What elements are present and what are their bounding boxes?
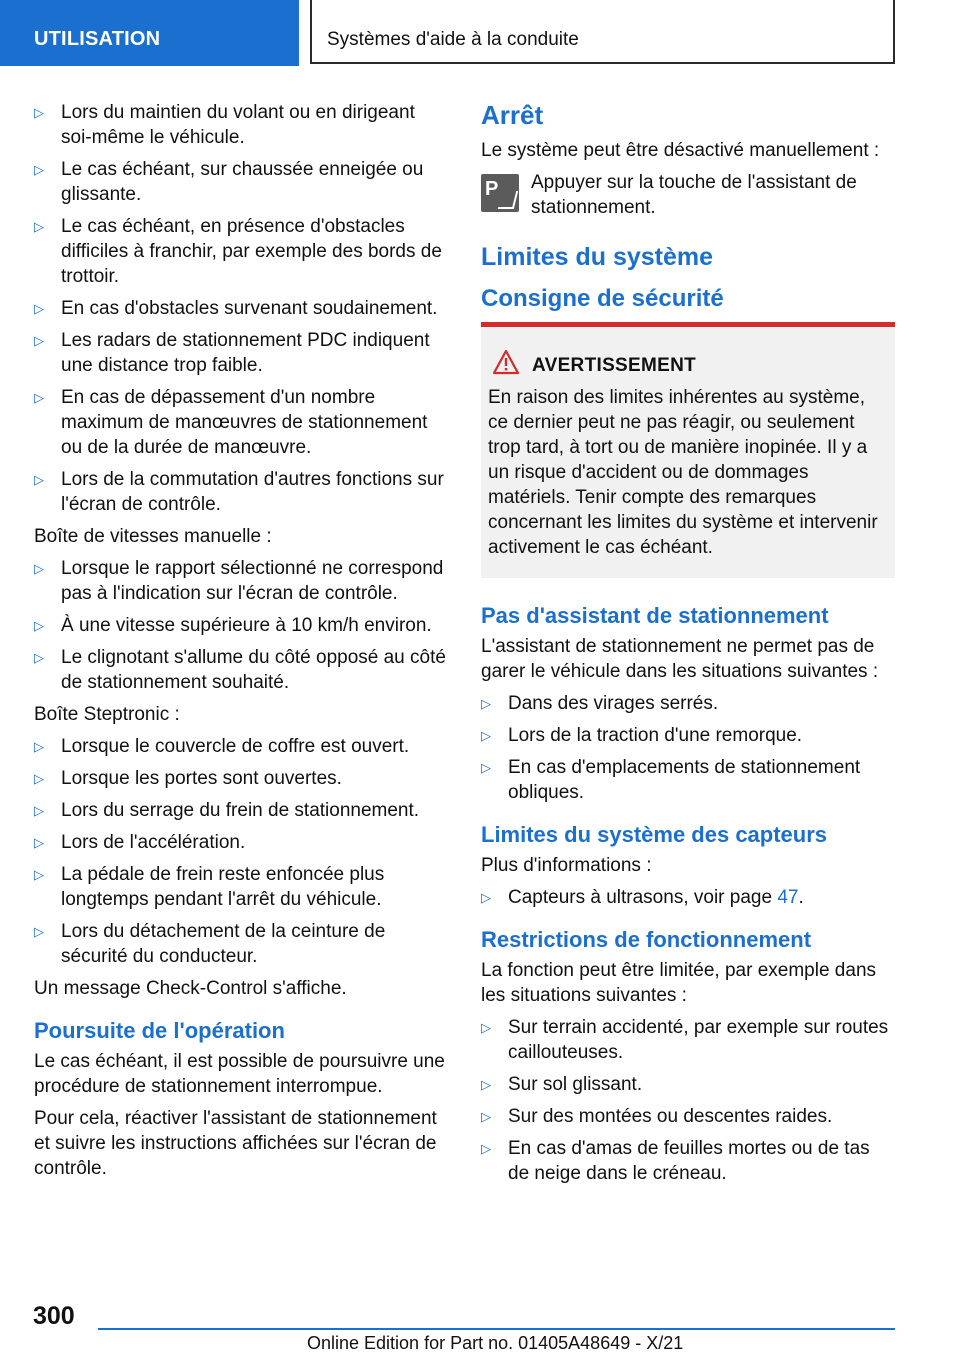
- limits-heading: Limites du système: [481, 243, 714, 271]
- bullet-triangle-icon: ▷: [481, 696, 491, 711]
- no-assist-list: [481, 691, 895, 805]
- bullet-triangle-icon: ▷: [34, 650, 44, 665]
- parking-assistant-button-icon: P: [481, 174, 519, 212]
- bullet-triangle-icon: ▷: [34, 472, 44, 487]
- bullet-triangle-icon: ▷: [481, 1109, 491, 1124]
- button-instruction: [481, 170, 895, 226]
- restrict-heading: Restrictions de fonctionnement: [481, 927, 812, 952]
- footer-divider: [98, 1328, 895, 1330]
- stop-heading: Arrêt: [481, 100, 544, 130]
- edition-text: Online Edition for Part no. 01405A48649 - X/21: [307, 1333, 684, 1353]
- warning-text: En raison des limites inhérentes au système, ce dernier peut ne pas réagir, ou seulement trop tard, à tort ou de manière inopinée. Il y a un risque d'accident ou de dommages matériels. Tenir compte des remarques concernant les limites du système et intervenir activement le cas échéant.: [488, 387, 878, 558]
- bullet-triangle-icon: ▷: [34, 867, 44, 882]
- button-instruction-text: Appuyer sur la touche de l'assistant de stationnement.: [531, 172, 857, 218]
- list-item: ▷ Dans des virages serrés.: [481, 693, 719, 714]
- stop-text: Le système peut être désactivé manuellement :: [481, 140, 880, 161]
- list-b: [34, 556, 450, 695]
- bullet-triangle-icon: ▷: [481, 760, 491, 775]
- no-assist-heading: Pas d'assistant de stationnement: [481, 603, 829, 628]
- bullet-triangle-icon: ▷: [481, 890, 491, 905]
- list-item: ▷ Lors de la traction d'une remorque.: [481, 725, 803, 746]
- list-item: ▷ La pédale de frein reste enfoncée plus longtemps pendant l'arrêt du véhicule.: [34, 864, 385, 910]
- list-item: ▷ En cas de dépassement d'un nombre maximum de manœuvres de stationnement ou de la durée de manœuvre.: [34, 387, 428, 458]
- warning-box: [481, 322, 895, 578]
- bullet-triangle-icon: ▷: [34, 924, 44, 939]
- bullet-triangle-icon: ▷: [481, 1077, 491, 1092]
- bullet-triangle-icon: ▷: [34, 618, 44, 633]
- list-item: ▷ En cas d'amas de feuilles mortes ou de tas de neige dans le créneau.: [481, 1138, 870, 1184]
- bullet-triangle-icon: ▷: [34, 301, 44, 316]
- list-item: ▷ Les radars de stationnement PDC indiquent une distance trop faible.: [34, 330, 430, 376]
- page-number: 300: [33, 1302, 75, 1330]
- list-item: ▷ En cas d'emplacements de stationnement obliques.: [481, 757, 861, 803]
- list-item: ▷ Lors du détachement de la ceinture de sécurité du conducteur.: [34, 921, 386, 967]
- page-link-47[interactable]: 47: [777, 887, 799, 908]
- steptronic-label: Boîte Steptronic :: [34, 704, 180, 725]
- section-title: UTILISATION: [34, 28, 161, 50]
- list-item: ▷ Lorsque les portes sont ouvertes.: [34, 768, 342, 789]
- bullet-triangle-icon: ▷: [34, 561, 44, 576]
- bullet-triangle-icon: ▷: [34, 739, 44, 754]
- continue-paragraph-1: Le cas échéant, il est possible de poursuivre une procédure de stationnement interrompue.: [34, 1051, 445, 1097]
- chapter-title: Systèmes d'aide à la conduite: [327, 29, 579, 50]
- restrict-text: La fonction peut être limitée, par exemple dans les situations suivantes :: [481, 960, 877, 1006]
- list-item: ▷ Lors de l'accélération.: [34, 832, 246, 853]
- bullet-triangle-icon: ▷: [34, 333, 44, 348]
- list-item: ▷ Sur terrain accidenté, par exemple sur routes caillouteuses.: [481, 1017, 889, 1063]
- bullet-triangle-icon: ▷: [481, 1141, 491, 1156]
- list-item: ▷ Lors du serrage du frein de stationnement.: [34, 800, 420, 821]
- list-item: ▷ Capteurs à ultrasons, voir page 47.: [481, 887, 804, 908]
- chapter-tab: [311, 0, 895, 64]
- sensor-text: Plus d'informations :: [481, 855, 652, 876]
- section-tab: [0, 0, 299, 66]
- continue-paragraph-2: Pour cela, réactiver l'assistant de stationnement et suivre les instructions affichées sur l'écran de contrôle.: [34, 1108, 437, 1179]
- bullet-triangle-icon: ▷: [34, 390, 44, 405]
- list-item: ▷ Lors de la commutation d'autres fonctions sur l'écran de contrôle.: [34, 469, 444, 515]
- no-assist-text: L'assistant de stationnement ne permet pas de garer le véhicule dans les situations suivantes :: [481, 636, 879, 682]
- list-item: ▷ Lorsque le rapport sélectionné ne correspond pas à l'indication sur l'écran de contrôle.: [34, 558, 444, 604]
- list-item: ▷ Lors du maintien du volant ou en dirigeant soi-même le véhicule.: [34, 102, 415, 148]
- manual-gearbox-label: Boîte de vitesses manuelle :: [34, 526, 272, 547]
- bullet-triangle-icon: ▷: [481, 728, 491, 743]
- right-column: [481, 100, 895, 1193]
- left-column: [34, 100, 450, 1188]
- bullet-triangle-icon: ▷: [34, 771, 44, 786]
- bullet-triangle-icon: ▷: [481, 1020, 491, 1035]
- warning-triangle-icon: [492, 349, 520, 375]
- list-c: [34, 734, 450, 969]
- list-item: ▷ Le cas échéant, en présence d'obstacles difficiles à franchir, par exemple des bords de trottoir.: [34, 216, 442, 287]
- list-item: ▷ Sur des montées ou descentes raides.: [481, 1106, 833, 1127]
- bullet-triangle-icon: ▷: [34, 835, 44, 850]
- list-item: ▷ Lorsque le couvercle de coffre est ouvert.: [34, 736, 410, 757]
- list-a: [34, 100, 450, 517]
- bullet-triangle-icon: ▷: [34, 803, 44, 818]
- warning-header: [488, 351, 887, 377]
- restrict-list: [481, 1015, 895, 1186]
- sensor-heading: Limites du système des capteurs: [481, 822, 828, 847]
- list-item: ▷ Sur sol glissant.: [481, 1074, 643, 1095]
- list-item: ▷ Le cas échéant, sur chaussée enneigée ou glissante.: [34, 159, 424, 205]
- check-control-text: Un message Check-Control s'affiche.: [34, 978, 347, 999]
- continue-heading: Poursuite de l'opération: [34, 1018, 285, 1043]
- list-item: ▷ Le clignotant s'allume du côté opposé au côté de stationnement souhaité.: [34, 647, 446, 693]
- safety-heading: Consigne de sécurité: [481, 285, 724, 312]
- bullet-triangle-icon: ▷: [34, 162, 44, 177]
- list-item: ▷ En cas d'obstacles survenant soudainement.: [34, 298, 438, 319]
- list-item: ▷ À une vitesse supérieure à 10 km/h environ.: [34, 615, 432, 636]
- warning-title: AVERTISSEMENT: [532, 355, 697, 376]
- bullet-triangle-icon: ▷: [34, 219, 44, 234]
- bullet-triangle-icon: ▷: [34, 105, 44, 120]
